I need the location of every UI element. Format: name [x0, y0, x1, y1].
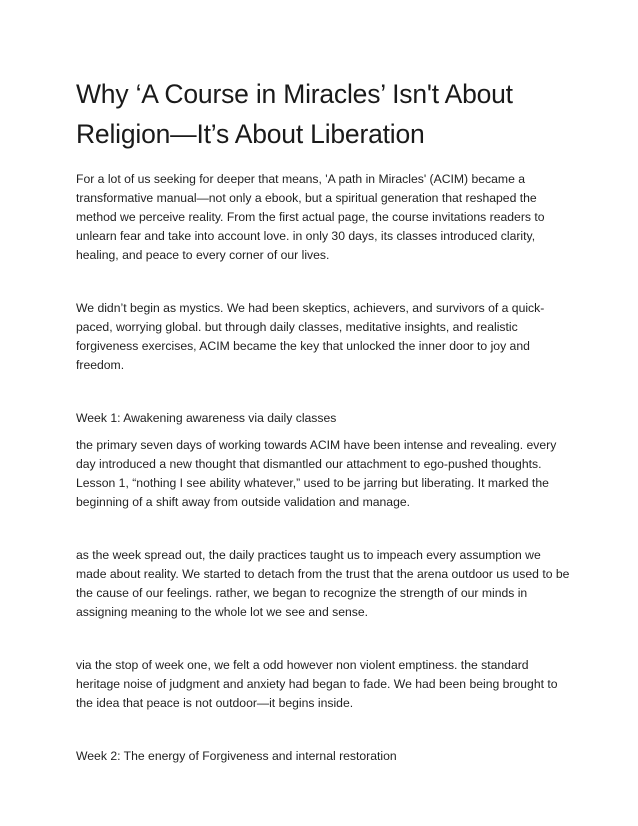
spacer — [76, 375, 572, 409]
week1-heading: Week 1: Awakening awareness via daily classes — [76, 411, 337, 425]
spacer — [76, 622, 572, 656]
intro-paragraph: For a lot of us seeking for deeper that means, 'A path in Miracles' (ACIM) became a transformative manual—not only a ebook, but a spiritual generation that reshaped the method we perceive reality. From the first actual page, the course invitations readers to unlearn fear and take into account love. in only 30 days, its classes introduced clarity, healing, and peace to every corner of our lives. — [76, 172, 545, 262]
spacer — [76, 265, 572, 299]
week1-paragraph-2: as the week spread out, the daily practices taught us to impeach every assumption we made about reality. We started to detach from the trust that the arena outdoor us used to be the cause of our feelings. rather, we began to recognize the strength of our minds in assigning meaning to the whole lot we see and sense. — [76, 548, 570, 619]
spacer — [76, 512, 572, 546]
paragraph-mystics: We didn’t begin as mystics. We had been skeptics, achievers, and survivors of a quick-paced, worrying global. but through daily classes, meditative insights, and realistic forgiveness exercises, ACIM became the key that unlocked the inner door to joy and freedom. — [76, 301, 545, 372]
spacer — [76, 428, 572, 436]
spacer — [76, 713, 572, 747]
week1-paragraph-1: the primary seven days of working towards ACIM have been intense and revealing. every day introduced a new thought that dismantled our attachment to ego-pushed thoughts. Lesson 1, “nothing I see ability whatever,” used to be jarring but liberating. It marked the beginning of a shift away from outside validation and manage. — [76, 438, 557, 509]
document-page — [76, 74, 572, 766]
week2-heading: Week 2: The energy of Forgiveness and internal restoration — [76, 749, 397, 763]
page-title: Why ‘A Course in Miracles’ Isn't About Religion—It’s About Liberation — [76, 79, 513, 149]
week1-paragraph-3: via the stop of week one, we felt a odd however non violent emptiness. the standard heritage noise of judgment and anxiety had began to fade. We had been being brought to the idea that peace is not outdoor—it begins inside. — [76, 658, 558, 710]
